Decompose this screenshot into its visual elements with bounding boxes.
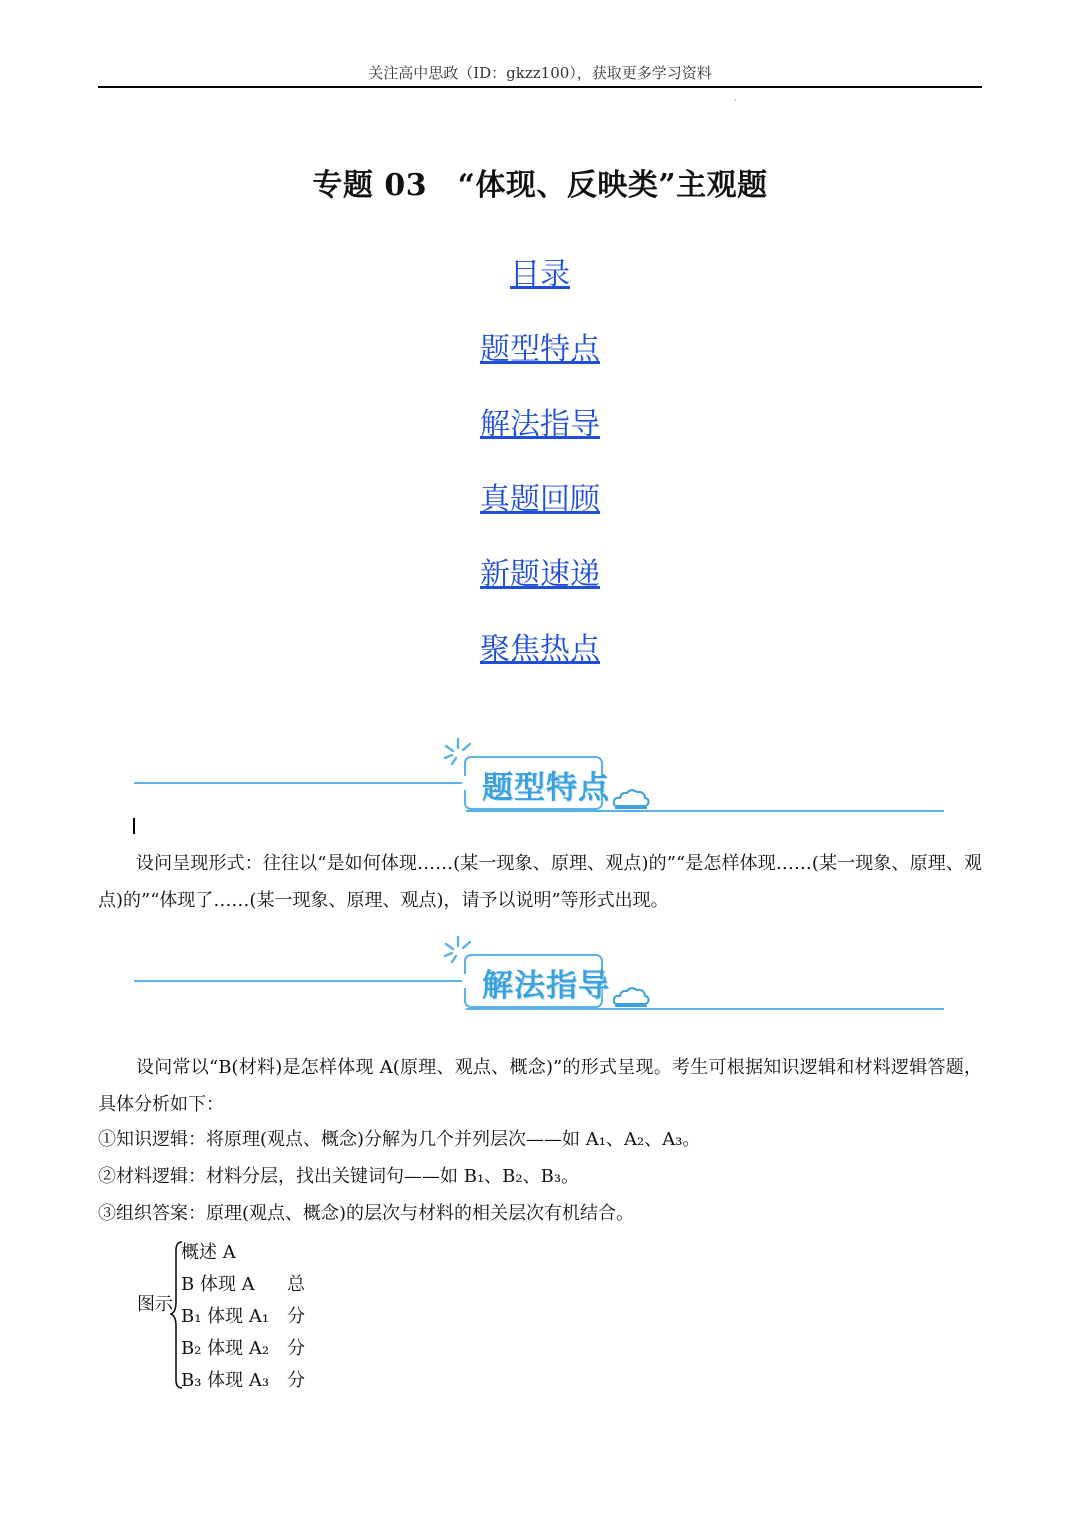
toc-link-past-questions[interactable]: 真题回顾 <box>480 482 600 517</box>
page-header: 关注高中思政（ID：gkzz100），获取更多学习资料 <box>368 64 712 82</box>
toc-link-contents[interactable]: 目录 <box>510 257 570 292</box>
cloud-icon <box>611 786 651 810</box>
text-cursor <box>133 818 135 834</box>
method-step-2: ②材料逻辑：材料分层，找出关键词句——如 B₁、B₂、B₃。 <box>98 1166 580 1187</box>
diagram-item <box>181 1366 305 1392</box>
diagram-item-text: B₃ 体现 A₃ <box>181 1370 270 1391</box>
toc-link-new-questions[interactable]: 新题速递 <box>480 557 600 592</box>
header-rule <box>98 86 982 88</box>
diagram-item-tag: 分 <box>287 1338 305 1359</box>
banner-line-left <box>134 980 469 982</box>
method-step-1: ①知识逻辑：将原理(观点、概念)分解为几个并列层次——如 A₁、A₂、A₃。 <box>98 1129 701 1150</box>
banner-line-left <box>134 782 469 784</box>
banner-label: 解法指导 <box>482 968 610 1004</box>
diagram-label: 图示 <box>137 1294 173 1315</box>
diagram-item-text: B₂ 体现 A₂ <box>181 1338 270 1359</box>
sparkle-icon <box>442 736 476 768</box>
banner-line-right <box>466 1008 944 1010</box>
diagram-item <box>181 1238 236 1264</box>
diagram-item-text: B 体现 A <box>181 1274 255 1295</box>
diagram-item-tag: 总 <box>287 1274 305 1295</box>
method-step-3: ③组织答案：原理(观点、概念)的层次与材料的相关层次有机结合。 <box>98 1203 635 1224</box>
diagram-item <box>181 1302 305 1328</box>
diagram-item <box>181 1270 305 1296</box>
diagram-item-text: 概述 A <box>181 1242 236 1263</box>
toc-link-method[interactable]: 解法指导 <box>480 407 600 442</box>
sparkle-icon <box>442 934 476 966</box>
cloud-icon <box>611 984 651 1008</box>
banner-line-right <box>466 810 944 812</box>
toc-link-features[interactable]: 题型特点 <box>480 332 600 367</box>
toc-link-hot-topics[interactable]: 聚焦热点 <box>480 632 600 667</box>
diagram-item <box>181 1334 305 1360</box>
banner-label: 题型特点 <box>482 770 610 806</box>
page-title: 专题 03 “体现、反映类”主观题 <box>312 168 768 203</box>
diagram-item-tag: 分 <box>287 1306 305 1327</box>
table-of-contents <box>0 252 1080 702</box>
diagram-item-tag: 分 <box>287 1370 305 1391</box>
features-paragraph: 设问呈现形式：往往以“是如何体现……(某一现象、原理、观点)的”“是怎样体现……(某一现象、原理、观点)的”“体现了……(某一现象、原理、观点)，请予以说明”等形式出现。 <box>98 853 982 911</box>
section-banner-features <box>134 736 944 814</box>
method-intro: 设问常以“B(材料)是怎样体现 A(原理、观点、概念)”的形式呈现。考生可根据知识逻辑和材料逻辑答题，具体分析如下： <box>98 1057 982 1115</box>
diagram-item-text: B₁ 体现 A₁ <box>181 1306 270 1327</box>
section-banner-method <box>134 934 944 1012</box>
header-mark: ' <box>734 98 737 107</box>
